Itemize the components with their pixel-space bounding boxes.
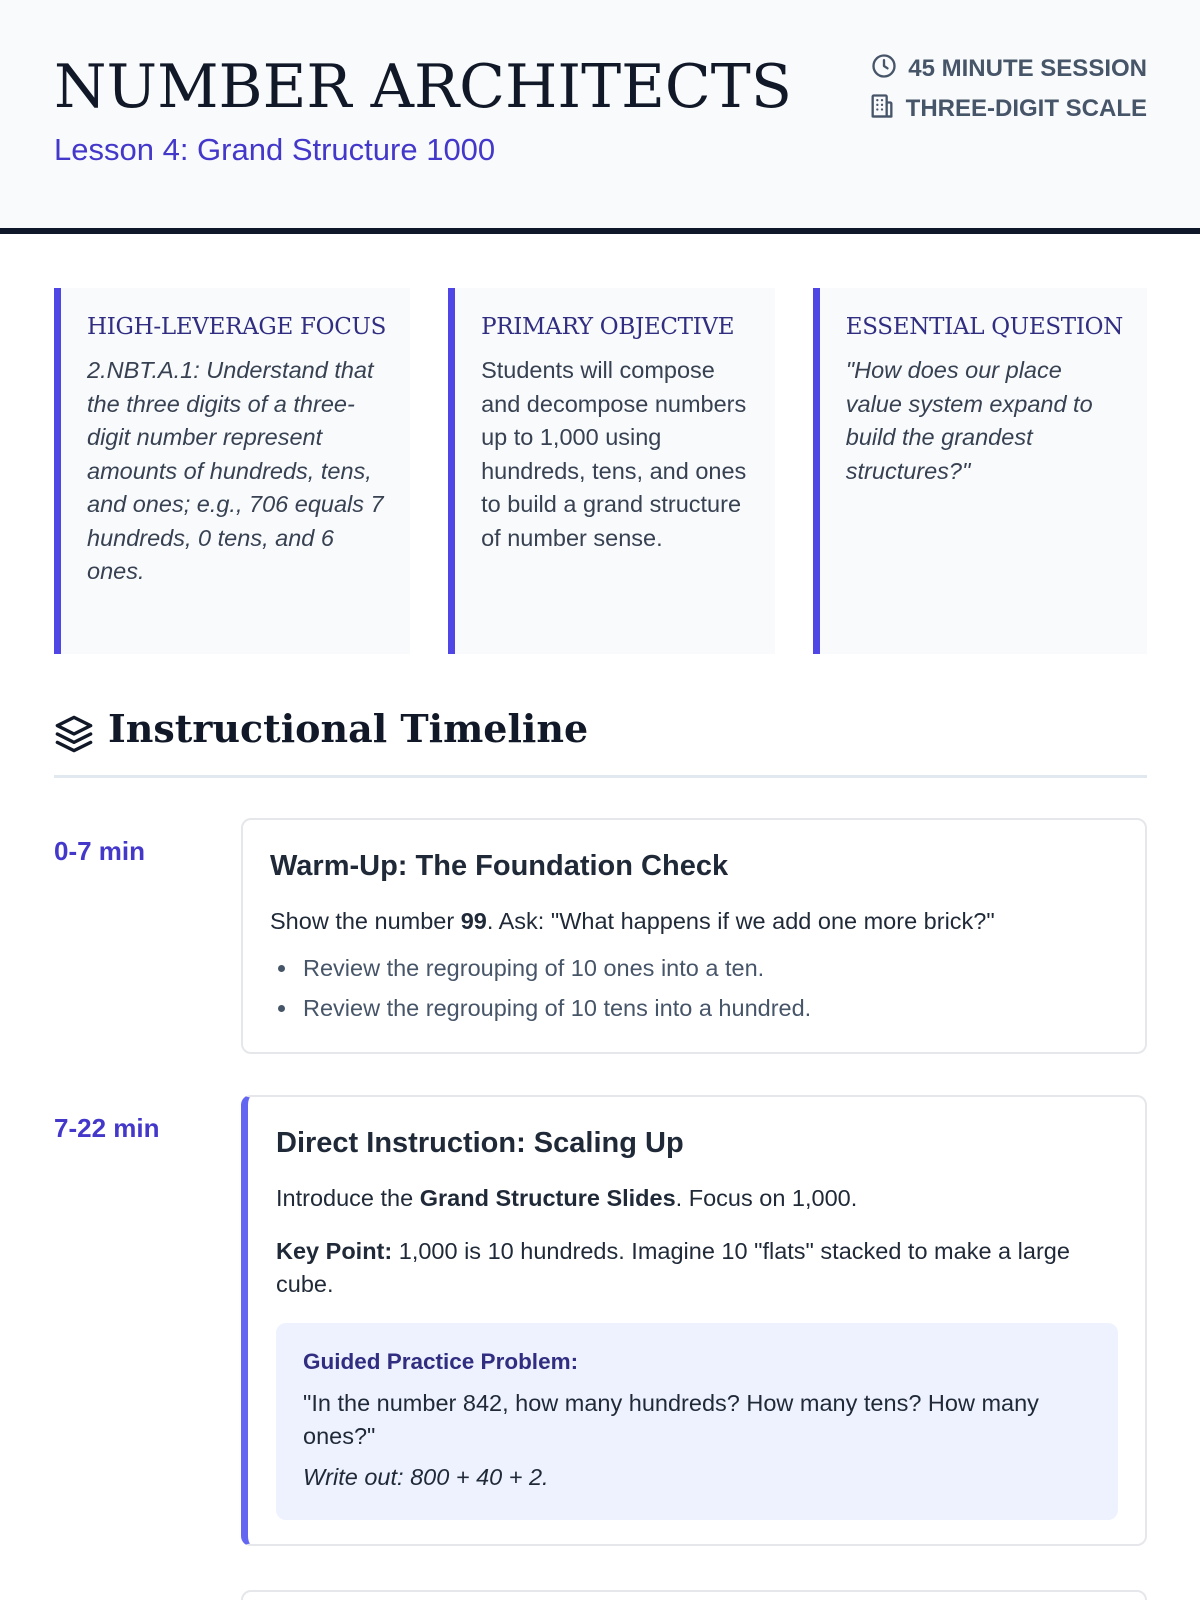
step-intro	[276, 1182, 1118, 1215]
session-scale-label: THREE-DIGIT SCALE	[905, 95, 1147, 122]
question-card-body: "How does our place value system expand to build the grandest structures?"	[845, 357, 1093, 484]
page-title: NUMBER ARCHITECTS	[54, 52, 792, 122]
clock-icon	[870, 52, 898, 87]
guided-practice-box	[276, 1323, 1118, 1520]
objective-card-body: Students will compose and decompose numbers up to 1,000 using hundreds, tens, and ones to build a grand structure of number sense.	[481, 357, 747, 551]
session-duration	[870, 54, 1147, 84]
objective-card	[448, 288, 775, 654]
session-scale	[868, 94, 1147, 124]
list-item: Review the regrouping of 10 ones into a ten.	[270, 948, 1118, 988]
building-icon	[868, 92, 896, 127]
step-text-emphasis: 99	[460, 908, 487, 934]
lesson-overview-cards	[54, 288, 1147, 654]
step-intro-post: . Focus on 1,000.	[675, 1185, 858, 1211]
practice-question: "In the number 842, how many hundreds? How many tens? How many ones?"	[303, 1390, 1039, 1449]
practice-answer: Write out: 800 + 40 + 2.	[303, 1464, 549, 1490]
timeline-title: Instructional Timeline	[108, 706, 589, 751]
session-duration-label: 45 MINUTE SESSION	[908, 55, 1147, 82]
step-text-pre: Show the number	[270, 908, 461, 934]
layers-icon	[54, 706, 94, 759]
lesson-header	[0, 0, 1200, 234]
step-time: 0-7 min	[54, 836, 146, 866]
key-point-label: Key Point:	[276, 1238, 393, 1264]
practice-label: Guided Practice Problem:	[303, 1349, 579, 1374]
objective-card-label: PRIMARY OBJECTIVE	[481, 314, 735, 340]
step-title: Warm-Up: The Foundation Check	[270, 850, 729, 882]
timeline-step-direct-instruction	[241, 1095, 1147, 1546]
timeline-step-warmup	[241, 818, 1147, 1054]
key-point	[276, 1235, 1118, 1301]
question-card	[813, 288, 1147, 654]
step-bullets	[270, 948, 1118, 1028]
session-meta	[868, 54, 1147, 124]
step-intro-pre: Introduce the	[276, 1185, 420, 1211]
timeline-step-next	[241, 1590, 1147, 1600]
focus-card-label: HIGH-LEVERAGE FOCUS	[87, 314, 387, 340]
step-description	[270, 905, 1118, 938]
step-time: 7-22 min	[54, 1113, 160, 1143]
question-card-label: ESSENTIAL QUESTION	[845, 314, 1123, 340]
step-title: Direct Instruction: Scaling Up	[276, 1127, 684, 1159]
focus-card-body: 2.NBT.A.1: Understand that the three digits of a three-digit number represent amounts of hundreds, tens, and ones; e.g., 706 equals 7 hundreds, 0 tens, and 6 ones.	[87, 357, 384, 584]
step-text-post: . Ask: "What happens if we add one more brick?"	[486, 908, 995, 934]
lesson-subtitle: Lesson 4: Grand Structure 1000	[54, 132, 496, 167]
step-intro-emphasis: Grand Structure Slides	[419, 1185, 676, 1211]
list-item: Review the regrouping of 10 tens into a hundred.	[270, 988, 1118, 1028]
key-point-text: 1,000 is 10 hundreds. Imagine 10 "flats" stacked to make a large cube.	[276, 1238, 1070, 1297]
timeline-heading	[54, 706, 1147, 778]
focus-card	[54, 288, 410, 654]
